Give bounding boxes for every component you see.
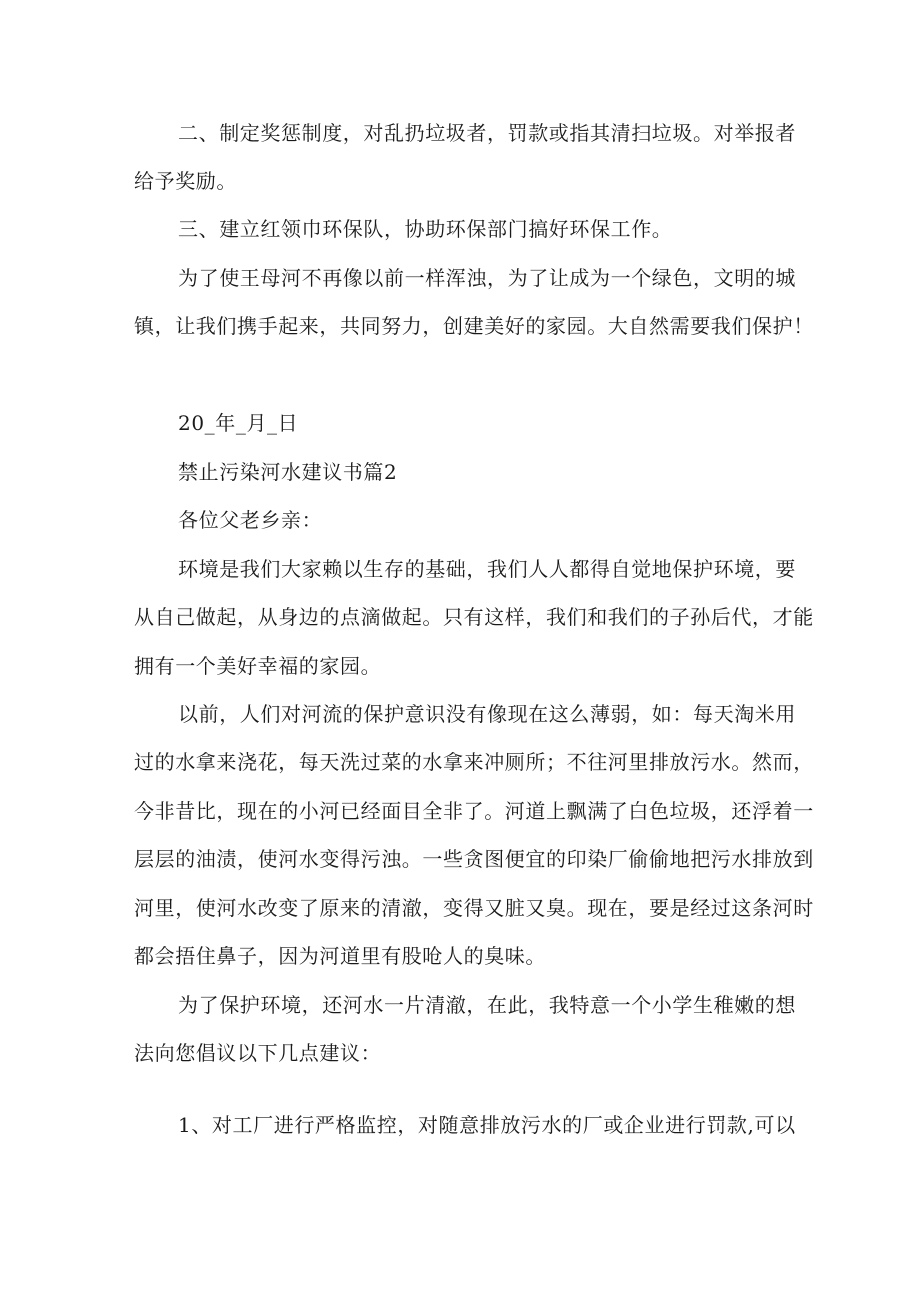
salutation: 各位父老乡亲： [178,508,323,532]
paragraph-line: 层层的油渍，使河水变得污浊。一些贪图便宜的印染厂偷偷地把污水排放到 [134,847,814,871]
paragraph-line: 为了保护环境，还河水一片清澈，在此，我特意一个小学生稚嫩的想 [178,993,796,1017]
section-heading: 禁止污染河水建议书篇2 [178,460,398,484]
paragraph-line: 二、制定奖惩制度，对乱扔垃圾者，罚款或指其清扫垃圾。对举报者 [178,121,796,145]
paragraph-line: 以前，人们对河流的保护意识没有像现在这么薄弱，如：每天淘米用 [178,702,796,726]
paragraph-line: 拥有一个美好幸福的家园。 [134,654,382,678]
paragraph-line: 从自己做起，从身边的点滴做起。只有这样，我们和我们的子孙后代，才能 [134,605,814,629]
date-line: 20_年_月_日 [178,411,299,435]
paragraph-line: 都会捂住鼻子，因为河道里有股呛人的臭味。 [134,944,546,968]
paragraph-line: 给予奖励。 [134,169,237,193]
paragraph-line: 法向您倡议以下几点建议： [134,1041,382,1065]
paragraph-line: 为了使王母河不再像以前一样浑浊，为了让成为一个绿色，文明的城 [178,266,796,290]
paragraph-line: 过的水拿来浇花，每天洗过菜的水拿来冲厕所；不往河里排放污水。然而， [134,750,814,774]
paragraph-line: 河里，使河水改变了原来的清澈，变得又脏又臭。现在，要是经过这条河时 [134,896,814,920]
paragraph-line: 环境是我们大家赖以生存的基础，我们人人都得自觉地保护环境，要 [178,557,796,581]
paragraph-line: 镇，让我们携手起来，共同努力，创建美好的家园。大自然需要我们保护！ [134,314,814,338]
paragraph-line: 1、对工厂进行严格监控，对随意排放污水的厂或企业进行罚款,可以 [178,1113,796,1137]
paragraph-line: 今非昔比，现在的小河已经面目全非了。河道上飘满了白色垃圾，还浮着一 [134,799,814,823]
paragraph-line: 三、建立红领巾环保队，协助环保部门搞好环保工作。 [178,217,673,241]
